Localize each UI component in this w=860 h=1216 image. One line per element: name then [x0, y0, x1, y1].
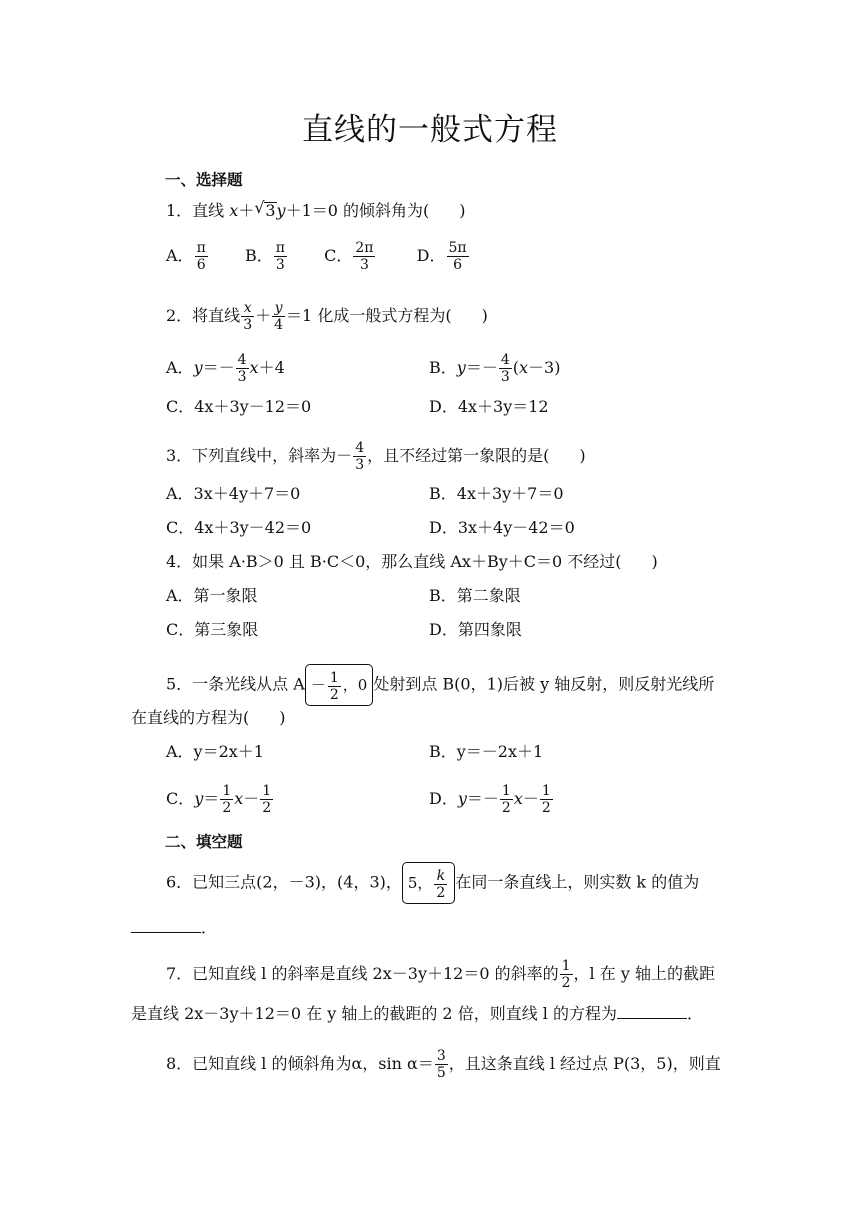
question-4-stem: 4．如果 A·B＞0 且 B·C＜0，那么直线 Ax＋By＋C＝0 不经过( ): [166, 552, 658, 571]
question-8-stem: 8．已知直线 l 的倾斜角为α，sin α＝ $\frac{3}{5}$ ，且这条直线 l 经过点 P(3，5)，则直: [166, 1048, 721, 1081]
question-3-option-a: A．3x＋4y＋7＝0: [166, 484, 301, 503]
question-3-option-c: C．4x＋3y－42＝0: [166, 518, 312, 537]
section-choice-heading: 一、选择题: [165, 171, 243, 189]
question-5-stem-line2: 在直线的方程为( ): [131, 708, 286, 727]
question-2-option-b: B．y＝－ $\frac{4}{3}$ (x－3): [429, 352, 561, 385]
question-5-stem: 5．一条光线从点 A － $\frac{1}{2}$ ，0 处射到点 B(0，1)后被 y 轴反射，则反射光线所: [166, 664, 714, 706]
section-fill-heading: 二、填空题: [165, 833, 243, 851]
question-6-answer-line: ．: [131, 918, 217, 938]
option-a: A． $\frac{\pi}{6}$: [166, 240, 206, 273]
question-2-option-d: D．4x＋3y＝12: [429, 397, 549, 416]
question-1-options: [166, 240, 470, 273]
question-7-stem-line2: 是直线 2x－3y＋12＝0 在 y 轴上的截距的 2 倍，则直线 l 的方程为 ．: [131, 1004, 704, 1023]
option-b: B． $\frac{\pi}{3}$: [244, 240, 285, 273]
question-5-option-a: A．y＝2x＋1: [166, 742, 264, 761]
question-4-option-a: A．第一象限: [166, 586, 258, 605]
page-title: 直线的一般式方程: [302, 112, 558, 148]
question-4-option-d: D．第四象限: [429, 620, 522, 639]
question-4-option-c: C．第三象限: [166, 620, 259, 639]
question-5-option-c: C．y＝ $\frac{1}{2}$ x－ $\frac{1}{2}$: [166, 783, 272, 816]
question-2-option-c: C．4x＋3y－12＝0: [166, 397, 312, 416]
answer-blank-7[interactable]: [617, 1004, 687, 1019]
question-3-option-d: D．3x＋4y－42＝0: [429, 518, 575, 537]
question-5-option-d: D．y＝－ $\frac{1}{2}$ x－ $\frac{1}{2}$: [429, 783, 551, 816]
question-4-option-b: B．第二象限: [429, 586, 521, 605]
option-c: C． $\frac{2\pi}{3}$: [324, 240, 374, 273]
question-6-stem: 6．已知三点(2，－3)，(4，3)， 5， $\frac{k}{2}$ 在同一条直线上，则实数 k 的值为: [166, 862, 699, 904]
option-d: D． $\frac{5\pi}{6}$: [416, 240, 467, 273]
question-1-stem: 1．直线 x＋√ 3y＋1＝0 的倾斜角为( ): [166, 201, 466, 221]
question-2-option-a: A．y＝－ $\frac{4}{3}$ x＋4: [166, 352, 285, 385]
question-3-stem: 3．下列直线中，斜率为－ $\frac{4}{3}$ ，且不经过第一象限的是( ): [166, 440, 586, 473]
question-7-stem: 7．已知直线 l 的斜率是直线 2x－3y＋12＝0 的斜率的 $\frac{1}{2}$ ，l 在 y 轴上的截距: [166, 958, 715, 991]
question-5-option-b: B．y＝－2x＋1: [429, 742, 544, 761]
answer-blank-6[interactable]: [131, 918, 201, 933]
question-3-option-b: B．4x＋3y＋7＝0: [429, 484, 564, 503]
question-2-stem: 2．将直线 $\frac{x}{3}$ ＋ $\frac{y}{4}$ ＝1 化成一般式方程为( ): [166, 300, 488, 333]
